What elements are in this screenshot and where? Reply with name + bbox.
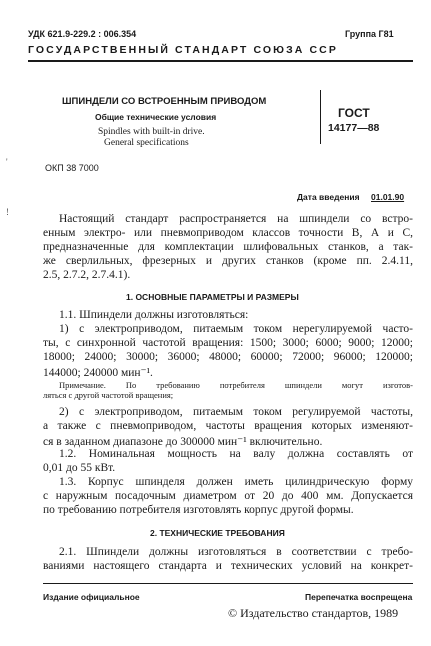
- header-rule: [28, 60, 413, 62]
- note-line: Примечание. По требованию потребителя шпиндели могут изготов-: [59, 380, 413, 390]
- intro-line: предназначенные для комплектации шлифовальных станков, а так-: [43, 241, 413, 253]
- title-block-divider: [320, 90, 321, 144]
- standard-subtitle: Общие технические условия: [95, 112, 217, 122]
- section-2-line: 2.1. Шпиндели должны изготовляться в соответствии с требо-: [59, 546, 413, 558]
- intro-line: енным электро- или пневмоприводом классов точности В, А и С,: [43, 227, 413, 239]
- section-1-line: 0,01 до 55 кВт.: [43, 462, 116, 474]
- standard-title: ШПИНДЕЛИ СО ВСТРОЕННЫМ ПРИВОДОМ: [62, 96, 267, 107]
- udk-code: УДК 621.9-229.2 : 006.354: [28, 29, 137, 39]
- english-title-line-1: Spindles with built-in drive.: [98, 127, 205, 137]
- section-1-line: 1.3. Корпус шпинделя должен иметь цилиндрическую форму: [59, 476, 413, 488]
- section-1-line: 18000; 24000; 30000; 36000; 48000; 60000; 72000; 96000; 120000;: [43, 351, 413, 363]
- intro-line: же сверлильных, фрезерных и других станков (кроме пп. 2.4.11,: [43, 255, 413, 267]
- intro-date-value: 01.01.90: [371, 192, 405, 202]
- publisher-copyright: © Издательство стандартов, 1989: [228, 606, 399, 620]
- section-1-line: а также с пневмоприводом, частоты вращения которых изменяют-: [43, 420, 413, 432]
- section-1-line: 1.2. Номинальная мощность на валу должна составлять от: [59, 448, 413, 460]
- okp-code: ОКП 38 7000: [45, 163, 99, 173]
- official-edition-label: Издание официальное: [43, 592, 140, 602]
- reprint-notice: Перепечатка воспрещена: [305, 592, 413, 602]
- section-1-line: с наружным посадочным диаметром от 20 до 400 мм. Допускается: [43, 490, 413, 502]
- section-1-line: 144000; 240000 мин⁻¹.: [43, 367, 153, 379]
- state-standard-header: ГОСУДАРСТВЕННЫЙ СТАНДАРТ СОЮЗА ССР: [28, 44, 338, 56]
- footer-rule: [43, 583, 413, 584]
- english-title-line-2: General specifications: [104, 138, 189, 148]
- intro-line: 2.5, 2.7.2, 2.7.4.1).: [43, 269, 131, 281]
- margin-mark: !: [6, 207, 9, 217]
- section-2-line: ваниями настоящего стандарта и технических условий на конкрет-: [43, 560, 413, 572]
- section-1-line: ся в заданном диапазоне до 300000 мин⁻¹ включительно.: [43, 436, 323, 448]
- intro-date-label: Дата введения: [297, 192, 360, 202]
- section-1-line: 1) с электроприводом, питаемым током нерегулируемой часто-: [59, 323, 413, 335]
- section-1-line: 1.1. Шпиндели должны изготовляться:: [59, 309, 249, 321]
- section-1-line: ты, с синхронной частотой вращения: 1500; 3000; 6000; 9000; 12000;: [43, 337, 413, 349]
- group-code: Группа Г81: [345, 29, 394, 39]
- gost-label: ГОСТ: [338, 106, 370, 120]
- note-line: ляться с другой частотой вращения;: [43, 390, 174, 400]
- section-1-line: 2) с электроприводом, питаемым током регулируемой частоты,: [59, 406, 413, 418]
- intro-line: Настоящий стандарт распространяется на шпиндели со встро-: [59, 213, 413, 225]
- section-1-heading: 1. ОСНОВНЫЕ ПАРАМЕТРЫ И РАЗМЕРЫ: [126, 292, 299, 302]
- margin-mark: ': [6, 157, 8, 167]
- gost-number: 14177—88: [328, 122, 380, 134]
- section-2-heading: 2. ТЕХНИЧЕСКИЕ ТРЕБОВАНИЯ: [150, 528, 285, 538]
- section-1-line: по требованию потребителя изготовлять корпус другой формы.: [43, 504, 354, 516]
